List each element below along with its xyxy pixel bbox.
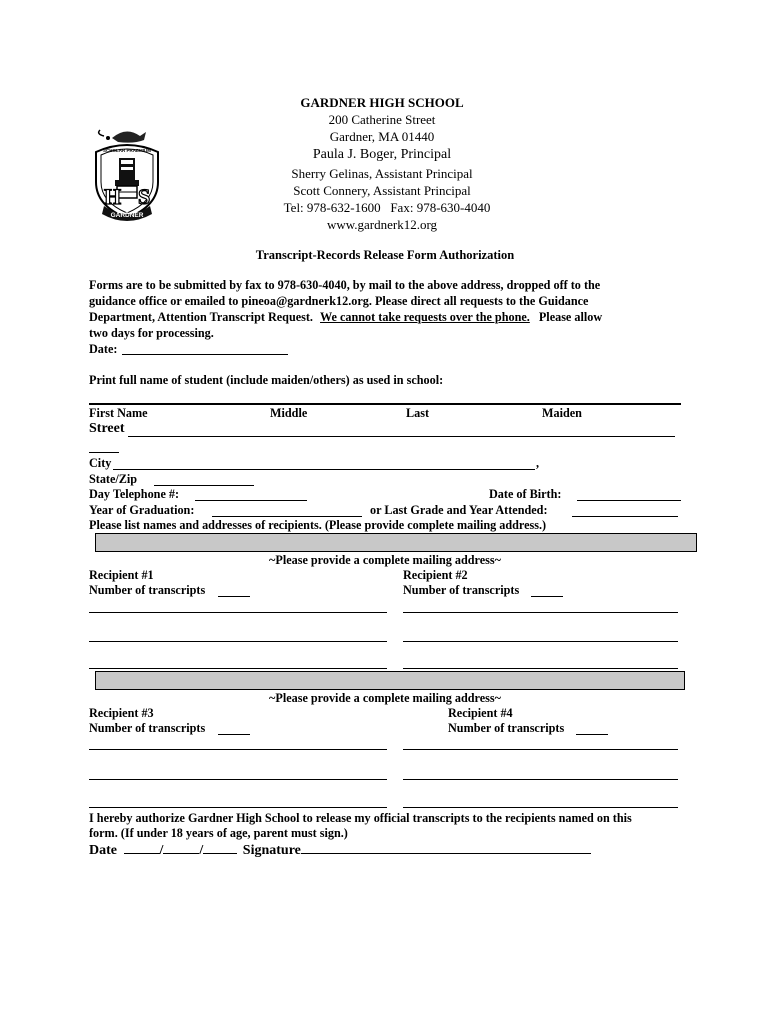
recipient-3-count-label: Number of transcripts [89, 721, 206, 735]
street-field-continued[interactable] [89, 452, 119, 453]
recipient-4-label: Recipient #4 [448, 706, 513, 720]
section-divider-2 [95, 671, 685, 690]
recipient-3-address-line-1[interactable] [89, 749, 387, 750]
instructions-line-4: two days for processing. [89, 326, 214, 340]
name-label-maiden: Maiden [542, 406, 582, 420]
mailing-note-1: ~Please provide a complete mailing address~ [269, 553, 501, 567]
recipient-4-address-line-3[interactable] [403, 807, 678, 808]
day-phone-label: Day Telephone #: [89, 487, 180, 501]
instructions-attention: Department, Attention Transcript Request. [89, 310, 313, 324]
date-separator-2: / [199, 843, 204, 858]
dob-label: Date of Birth: [489, 487, 562, 501]
recipient-2-address-line-1[interactable] [403, 612, 678, 613]
recipient-1-label: Recipient #1 [89, 568, 154, 582]
form-title: Transcript-Records Release Form Authorization [255, 248, 515, 262]
city-field[interactable] [113, 469, 535, 470]
seal-bottom-text: GARDNER [110, 212, 144, 219]
city-comma: , [536, 456, 540, 470]
recipient-1-count-field[interactable] [218, 596, 250, 597]
recipient-3-address-line-2[interactable] [89, 779, 387, 780]
date-field[interactable] [122, 354, 288, 355]
authorization-line-1: I hereby authorize Gardner High School to release my official transcripts to the recipients named on this [89, 811, 632, 825]
signature-field[interactable] [301, 853, 591, 854]
school-name: GARDNER HIGH SCHOOL [300, 95, 464, 110]
assistant-principal-1: Sherry Gelinas, Assistant Principal [291, 166, 473, 181]
website: www.gardnerk12.org [326, 217, 438, 232]
grad-year-label: Year of Graduation: [89, 503, 195, 517]
recipient-2-address-line-2[interactable] [403, 641, 678, 642]
instructions-line-3 [89, 310, 602, 326]
section-divider-1 [95, 533, 697, 552]
school-street: 200 Catherine Street [328, 112, 436, 127]
name-label-first: First Name [89, 406, 148, 420]
assistant-principal-2: Scott Connery, Assistant Principal [293, 183, 471, 198]
last-grade-field[interactable] [572, 516, 678, 517]
recipient-3-address-line-3[interactable] [89, 807, 387, 808]
recipient-2-count-field[interactable] [531, 596, 563, 597]
dob-field[interactable] [577, 500, 681, 501]
date-label: Date: [89, 342, 118, 356]
recipient-1-address-line-1[interactable] [89, 612, 387, 613]
school-seal-graphic [82, 124, 172, 224]
date-year-field[interactable] [203, 853, 237, 854]
seal-top-text: SCHOLAR PRAEMIUM [103, 148, 151, 153]
street-field[interactable] [128, 436, 675, 437]
recipient-3-count-field[interactable] [218, 734, 250, 735]
instructions-line-2: guidance office or emailed to pineoa@gardnerk12.org. Please direct all requests to the Guidance [89, 294, 589, 308]
school-city: Gardner, MA 01440 [329, 129, 435, 144]
grad-year-field[interactable] [212, 516, 362, 517]
name-label-last: Last [406, 406, 430, 420]
recipient-3-label: Recipient #3 [89, 706, 154, 720]
day-phone-field[interactable] [195, 500, 307, 501]
recipient-4-address-line-2[interactable] [403, 779, 678, 780]
recipient-1-address-line-3[interactable] [89, 668, 387, 669]
recipient-2-count-label: Number of transcripts [403, 583, 520, 597]
date-day-field[interactable] [163, 853, 199, 854]
name-label-middle: Middle [270, 406, 308, 420]
date-separator-1: / [159, 843, 164, 858]
recipient-4-count-field[interactable] [576, 734, 608, 735]
school-seal [82, 124, 172, 224]
authorization-line-2: form. (If under 18 years of age, parent must sign.) [89, 826, 348, 840]
recipient-1-address-line-2[interactable] [89, 641, 387, 642]
city-label: City [89, 456, 112, 470]
street-label: Street [89, 421, 125, 436]
seal-letter-s: S [138, 184, 151, 209]
recipient-2-address-line-3[interactable] [403, 668, 678, 669]
phone-fax: Tel: 978-632-1600 Fax: 978-630-4040 [283, 200, 491, 215]
state-zip-field[interactable] [154, 485, 254, 486]
date-signature-row [89, 842, 591, 860]
date-sig-label: Date [89, 843, 117, 858]
recipient-4-address-line-1[interactable] [403, 749, 678, 750]
state-zip-label: State/Zip [89, 472, 138, 486]
seal-letter-h: H [104, 184, 122, 209]
date-month-field[interactable] [124, 853, 160, 854]
recipient-2-label: Recipient #2 [403, 568, 468, 582]
principal: Paula J. Boger, Principal [312, 147, 452, 162]
recipients-instruction: Please list names and addresses of recipients. (Please provide complete mailing address.) [89, 518, 547, 532]
signature-label: Signature [242, 843, 301, 858]
student-name-field[interactable] [89, 403, 681, 405]
instructions-no-phone: We cannot take requests over the phone. [320, 310, 530, 324]
mailing-note-2: ~Please provide a complete mailing address~ [269, 691, 501, 705]
instructions-allow: Please allow [538, 310, 603, 324]
recipient-4-count-label: Number of transcripts [448, 721, 565, 735]
last-grade-label: or Last Grade and Year Attended: [370, 503, 548, 517]
instructions-line-1: Forms are to be submitted by fax to 978-630-4040, by mail to the above address, dropped off to the [89, 278, 601, 292]
print-name-label: Print full name of student (include maiden/others) as used in school: [89, 373, 444, 387]
recipient-1-count-label: Number of transcripts [89, 583, 206, 597]
